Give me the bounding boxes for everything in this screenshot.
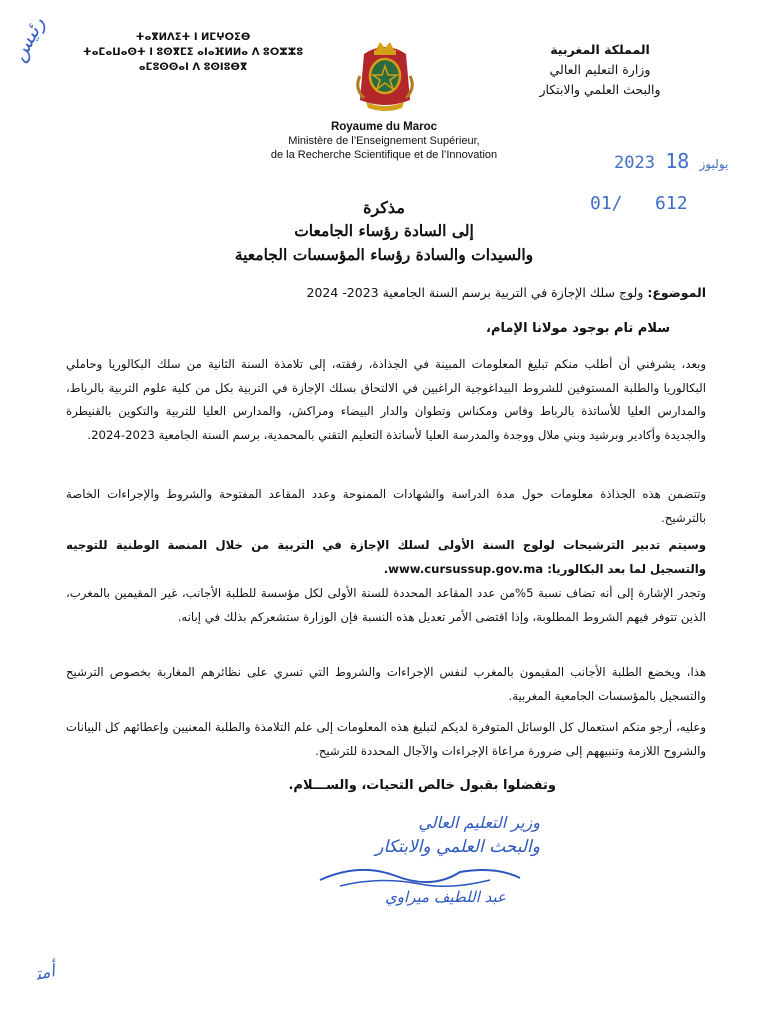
- french-header-line: de la Recherche Scientifique et de l’Innovation: [270, 149, 498, 161]
- arabic-header-line: المملكة المغربية: [550, 42, 650, 57]
- tifinagh-line: ⵜⴰⴳⵍⴷⵉⵜ ⵏ ⵍⵎⵖⵔⵉⴱ: [135, 32, 251, 43]
- memo-paragraph: وبعد، يشرفني أن أطلب منكم تبليغ المعلومات المبينة في الجذاذة، رفقته، إلى تلامذة السنة الثانية من سلك البكالوريا وحاملي البكالوريا والطلبة المستوفين للشروط البيداغوجية الراغبين في الالتحاق بسلك الإجازة في التربية بكل من كلية علوم التربية بالرباط، والمدارس العليا للأساتذة بالرباط وفاس ومكناس وتطوان والدار البيضاء ومراكش، والمدارس العليا للتربية والتكوين بالقنيطرة والجديدة وأكادير وبرشيد وبني ملال ووجدة والمدرسة العليا لأساتذة التعليم التقني بالمحمدية، برسم السنة الجامعية 2023-2024.: [66, 357, 706, 442]
- stamp-day: 18: [665, 149, 690, 173]
- memo-paragraph: وتتضمن هذه الجذاذة معلومات حول مدة الدراسة والشهادات الممنوحة وعدد المقاعد المفتوحة والشروط والإجراءات الخاصة بالترشيح.: [66, 487, 706, 525]
- memo-subject: [66, 285, 706, 300]
- handwritten-initials: ﺃﻣﺘ: [34, 961, 57, 985]
- signature-name: عبد اللطيف ميراوي: [385, 888, 506, 906]
- french-header-line: Ministère de l’Enseignement Supérieur,: [288, 135, 480, 147]
- memo-paragraph: هذا، ويخضع الطلبة الأجانب المقيمون بالمغرب لنفس الإجراءات والشروط التي تسري على نظائرهم المغاربة بخصوص الترشيح والتسجيل بالمؤسسات الجامعية المغربية.: [66, 665, 706, 703]
- arabic-header-line: وزارة التعليم العالي: [549, 62, 651, 77]
- tifinagh-header: [48, 30, 338, 75]
- tifinagh-line: ⴰⵎⵓⵙⵙⴰⵏ ⴷ ⵓⵙⵏⵓⴱⴳ: [138, 62, 248, 73]
- memo-paragraph: وعليه، أرجو منكم استعمال كل الوسائل المتوفرة لديكم لتبليغ هذه المعلومات إلى علم التلامذة والطلبة المعنيين وإعطائهم كل البيانات والشروح اللازمة وتنبيههم إلى ضرورة مراعاة الإجراءات والآجال المحددة للترشيح.: [66, 720, 706, 758]
- platform-url-link[interactable]: www.cursussup.gov.ma: [388, 561, 544, 576]
- handwritten-margin-note: ﺭﺋﻴﺲ: [6, 12, 50, 66]
- subject-label: الموضوع:: [647, 285, 706, 300]
- stamp-month: يوليوز: [699, 157, 729, 171]
- memo-closing: وتفضلوا بقبول خالص التحيات، والســـلام.: [288, 778, 556, 793]
- subject-text: ولوج سلك الإجازة في التربية برسم السنة الجامعية 2023- 2024: [306, 285, 648, 300]
- paragraph-3-end: .: [383, 561, 389, 576]
- tifinagh-line: ⵜⴰⵎⴰⵡⴰⵙⵜ ⵏ ⵓⵙⴳⵎⵉ ⴰⵏⴰⴼⵍⵍⴰ ⴷ ⵓⵔⵣⵣⵓ: [82, 47, 304, 58]
- signature-title-line: وزير التعليم العالي: [418, 813, 540, 832]
- signature-block: [300, 812, 540, 908]
- memo-recipients-line: والسيدات والسادة رؤساء المؤسسات الجامعية: [234, 245, 534, 264]
- stamp-year: 2023: [614, 153, 655, 173]
- memo-heading: مذكرة: [363, 198, 405, 217]
- french-header-title: Royaume du Maroc: [330, 121, 438, 133]
- memo-recipients-line: إلى السادة رؤساء الجامعات: [294, 221, 474, 240]
- memo-paragraph: وتجدر الإشارة إلى أنه تضاف نسبة 5%من عدد المقاعد المحددة للسنة الأولى لكل مؤسسة للطلبة الأجانب، غير المقيمين بالمغرب، الذين تتوفر فيهم الشروط المطلوبة، وإذا اقتضى الأمر تعديل هذه النسبة فإن الوزارة ستشعركم بذلك في إبانه.: [66, 586, 706, 624]
- date-stamp: [614, 149, 728, 173]
- signature-title-line: والبحث العلمي والابتكار: [375, 837, 540, 857]
- french-header: [224, 120, 544, 162]
- paragraph-3-text: وسيتم تدبير الترشيحات لولوج السنة الأولى لسلك الإجازة في التربية من خلال المنصة الوطنية للتوجيه والتسجيل لما بعد البكالوريا:: [66, 538, 706, 576]
- arabic-header-line: والبحث العلمي والابتكار: [539, 82, 661, 97]
- memo-greeting: سلام تام بوجود مولانا الإمام،: [486, 321, 670, 336]
- arabic-header: [500, 40, 700, 100]
- reference-stamp: 01/ 612: [590, 193, 688, 214]
- coat-of-arms-icon: [354, 40, 416, 112]
- memo-paragraph-bold: [66, 534, 706, 581]
